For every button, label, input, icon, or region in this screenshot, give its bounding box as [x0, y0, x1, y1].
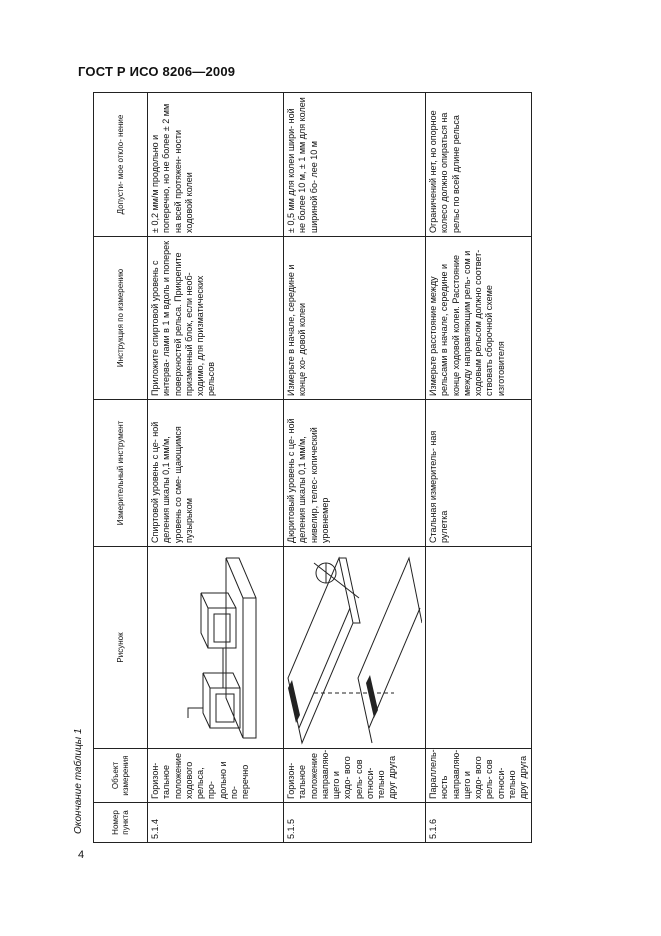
row-instrument: Дюритовый уровень с це- ной деления шкалы 0,1 мм/м, нивелир, телес- копический уровнемер — [284, 400, 426, 547]
header-tolerance: Допусти- мое откло- нение — [94, 93, 148, 237]
row-instruction: Приложите спиртовой уровень с интерва- лами в 1 м вдоль и поперек поверхностей рельса. Прикрепите призменный блок, если необ- ходимо, для призматических рельсов — [148, 237, 284, 400]
table-row — [426, 93, 532, 843]
row-object: Горизон- тальное положение направляю- щего и ходо- вого рель- сов относи- тельно друг друга — [284, 749, 426, 803]
row-figure — [148, 547, 284, 749]
header-figure: Рисунок — [94, 547, 148, 749]
table-row — [148, 93, 284, 843]
row-instrument: Спиртовой уровень с це- ной деления шкалы 0,1 мм/м, уровень со сме- щающимся пузырьком — [148, 400, 284, 547]
measurement-table — [93, 92, 532, 843]
header-object: Объект измерения — [94, 749, 148, 803]
row-tolerance: Ограничений нет, но опорное колесо должно опираться на рельс по всей длине рельса — [426, 93, 532, 237]
row-tolerance: ± 0,5 мм для колеи шири- ной не более 10 м, ± 1 мм для колеи шириной бо- лее 10 м — [284, 93, 426, 237]
row-num: 5.1.4 — [148, 803, 284, 843]
row-num: 5.1.5 — [284, 803, 426, 843]
row-instruction: Измерьте в начале, середине и конце хо- довой колеи — [284, 237, 426, 400]
table-row — [284, 93, 426, 843]
rails-level-drawing — [284, 548, 422, 748]
row-figure — [284, 547, 426, 749]
row-object: Горизон- тальное положение ходового рельса, про- дольно и по- перечно — [148, 749, 284, 803]
row-num: 5.1.6 — [426, 803, 532, 843]
row-figure — [426, 547, 532, 749]
rail-level-drawing — [148, 548, 280, 748]
page-number: 4 — [78, 849, 85, 861]
row-instrument: Стальная измеритель- ная рулетка — [426, 400, 532, 547]
header-instruction: Инструкция по измерению — [94, 237, 148, 400]
row-object: Параллель- ность направляю- щего и ходо- вого рель- сов относи- тельно друг друга — [426, 749, 532, 803]
standard-header: ГОСТ Р ИСО 8206—2009 — [78, 64, 236, 79]
table-caption: Окончание таблицы 1 — [73, 728, 84, 834]
header-instrument: Измерительный инструмент — [94, 400, 148, 547]
row-tolerance: ± 0,2 мм/м продольно и поперечно, но не более ± 2 мм на всей протяжен- ности ходовой колеи — [148, 93, 284, 237]
table-header-row — [94, 93, 148, 843]
row-instruction: Измерьте расстояние между рельсами в начале, середине и конце ходовой колеи. Расстояние между направляющим рель- сом и ходовым рельсом должно соответ- ствовать сборочной схеме изготовителя — [426, 237, 532, 400]
header-num: Номер пункта — [94, 803, 148, 843]
rotated-table — [93, 93, 528, 843]
